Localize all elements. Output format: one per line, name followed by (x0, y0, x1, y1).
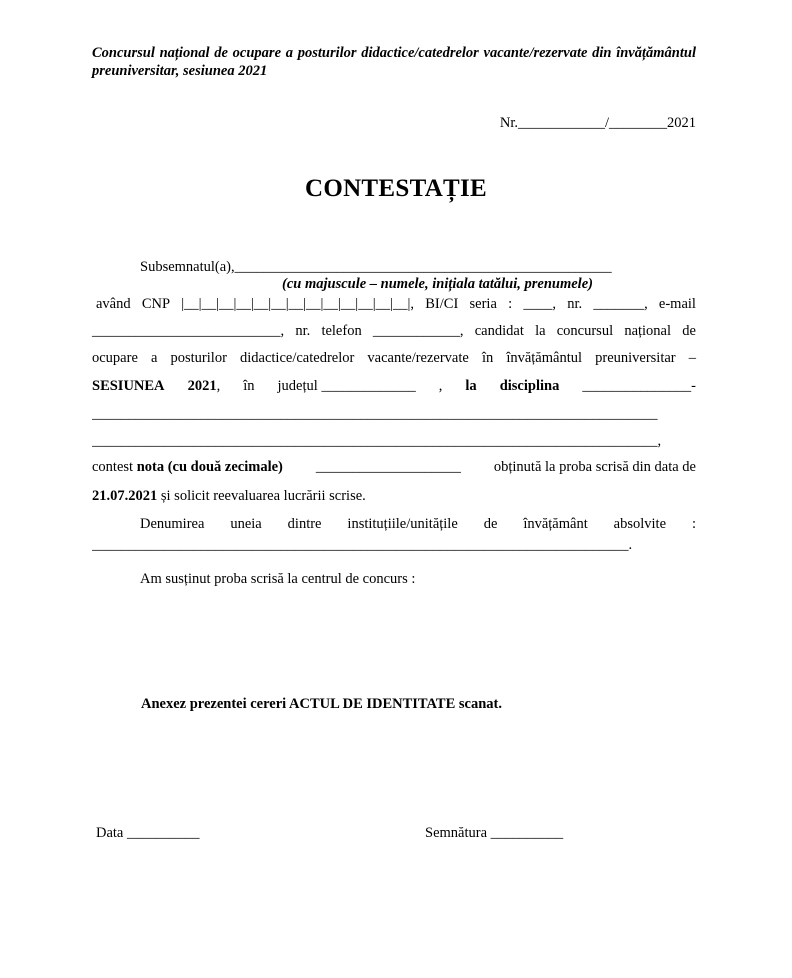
blank-line: ______________________________________________________________________________ (92, 406, 658, 422)
blank-line: ______________________________________________________________________________, (92, 433, 662, 449)
word: vacante/rezervate (367, 350, 469, 366)
word: național (624, 323, 672, 339)
email-phone-line (92, 323, 696, 340)
applicant-name-note: (cu majuscule – numele, inițiala tatălui, prenumele) (282, 276, 593, 292)
institution-blank: __________________________________________________________________________. (92, 537, 632, 553)
word: e-mail (658, 296, 696, 312)
word: de (682, 323, 696, 339)
word: – (688, 350, 696, 366)
word: _______, (593, 296, 648, 312)
word: Denumirea (140, 516, 205, 532)
word: BI/CI (425, 296, 459, 312)
date-field: Data __________ (96, 825, 200, 841)
word: contest (92, 459, 134, 475)
word: în (243, 378, 255, 394)
word: la (535, 323, 546, 339)
subject-blank: _______________- (582, 378, 696, 394)
word: în (481, 350, 494, 366)
position-line (92, 350, 696, 367)
comma: , (438, 378, 443, 394)
word: având (96, 296, 131, 312)
word: învățământ (523, 516, 588, 532)
reevaluation-request: și solicit reevaluarea lucrării scrise. (157, 488, 366, 504)
exam-center-line: Am susținut proba scrisă la centrul de concurs : (140, 571, 416, 587)
cnp-id-line (96, 296, 696, 313)
grade-blank: ____________________ (315, 459, 461, 475)
attachment-note: Anexez prezentei cereri ACTUL DE IDENTITATE scanat. (141, 696, 502, 712)
exam-date-text: obținută la proba scrisă din data de (493, 459, 696, 475)
word: instituțiile/unitățile (347, 516, 458, 532)
word: preuniversitar (595, 350, 676, 366)
county-label: județul (277, 378, 318, 394)
word: : (508, 296, 513, 312)
word: __________________________, (92, 323, 285, 339)
contest-header: Concursul național de ocupare a posturilor didactice/catedrelor vacante/rezervate din învățământul preuniversitar, sesiunea 2021 (92, 45, 696, 79)
word: |__|__|__|__|__|__|__|__|__|__|__|__|__|, (181, 296, 415, 312)
word: CNP (141, 296, 171, 312)
applicant-name-line: Subsemnatul(a),____________________________________________________ (140, 259, 612, 275)
word: seria (469, 296, 497, 312)
word: absolvite (613, 516, 667, 532)
session-line (92, 378, 696, 395)
word: ____________, (372, 323, 464, 339)
grade-line (92, 459, 696, 476)
word: posturilor (170, 350, 227, 366)
word: dintre (287, 516, 322, 532)
comma: , (216, 378, 221, 394)
institution-line (140, 516, 696, 533)
word: telefon (321, 323, 362, 339)
word: ____, (523, 296, 556, 312)
session-year: 2021 (187, 378, 217, 394)
exam-date-line (92, 488, 366, 505)
word: a (150, 350, 158, 366)
word: ocupare (92, 350, 138, 366)
word: la (465, 378, 477, 394)
word: didactice/catedrelor (240, 350, 355, 366)
grade-label: nota (cu două zecimale) (136, 459, 283, 475)
word: concursul (556, 323, 614, 339)
exam-date: 21.07.2021 (92, 488, 158, 504)
session-label: SESIUNEA (92, 378, 165, 394)
word: candidat (474, 323, 524, 339)
document-title: CONTESTAȚIE (304, 175, 488, 202)
word: învățământul (506, 350, 583, 366)
word: nr. (295, 323, 311, 339)
subject-label: disciplina (499, 378, 560, 394)
registration-number-line: Nr.____________/________2021 (499, 115, 696, 131)
county-blank: _____________ (321, 378, 416, 394)
word: de (483, 516, 498, 532)
word: uneia (230, 516, 262, 532)
signature-field: Semnătura __________ (425, 825, 564, 841)
word: : (691, 516, 696, 532)
word: nr. (567, 296, 583, 312)
